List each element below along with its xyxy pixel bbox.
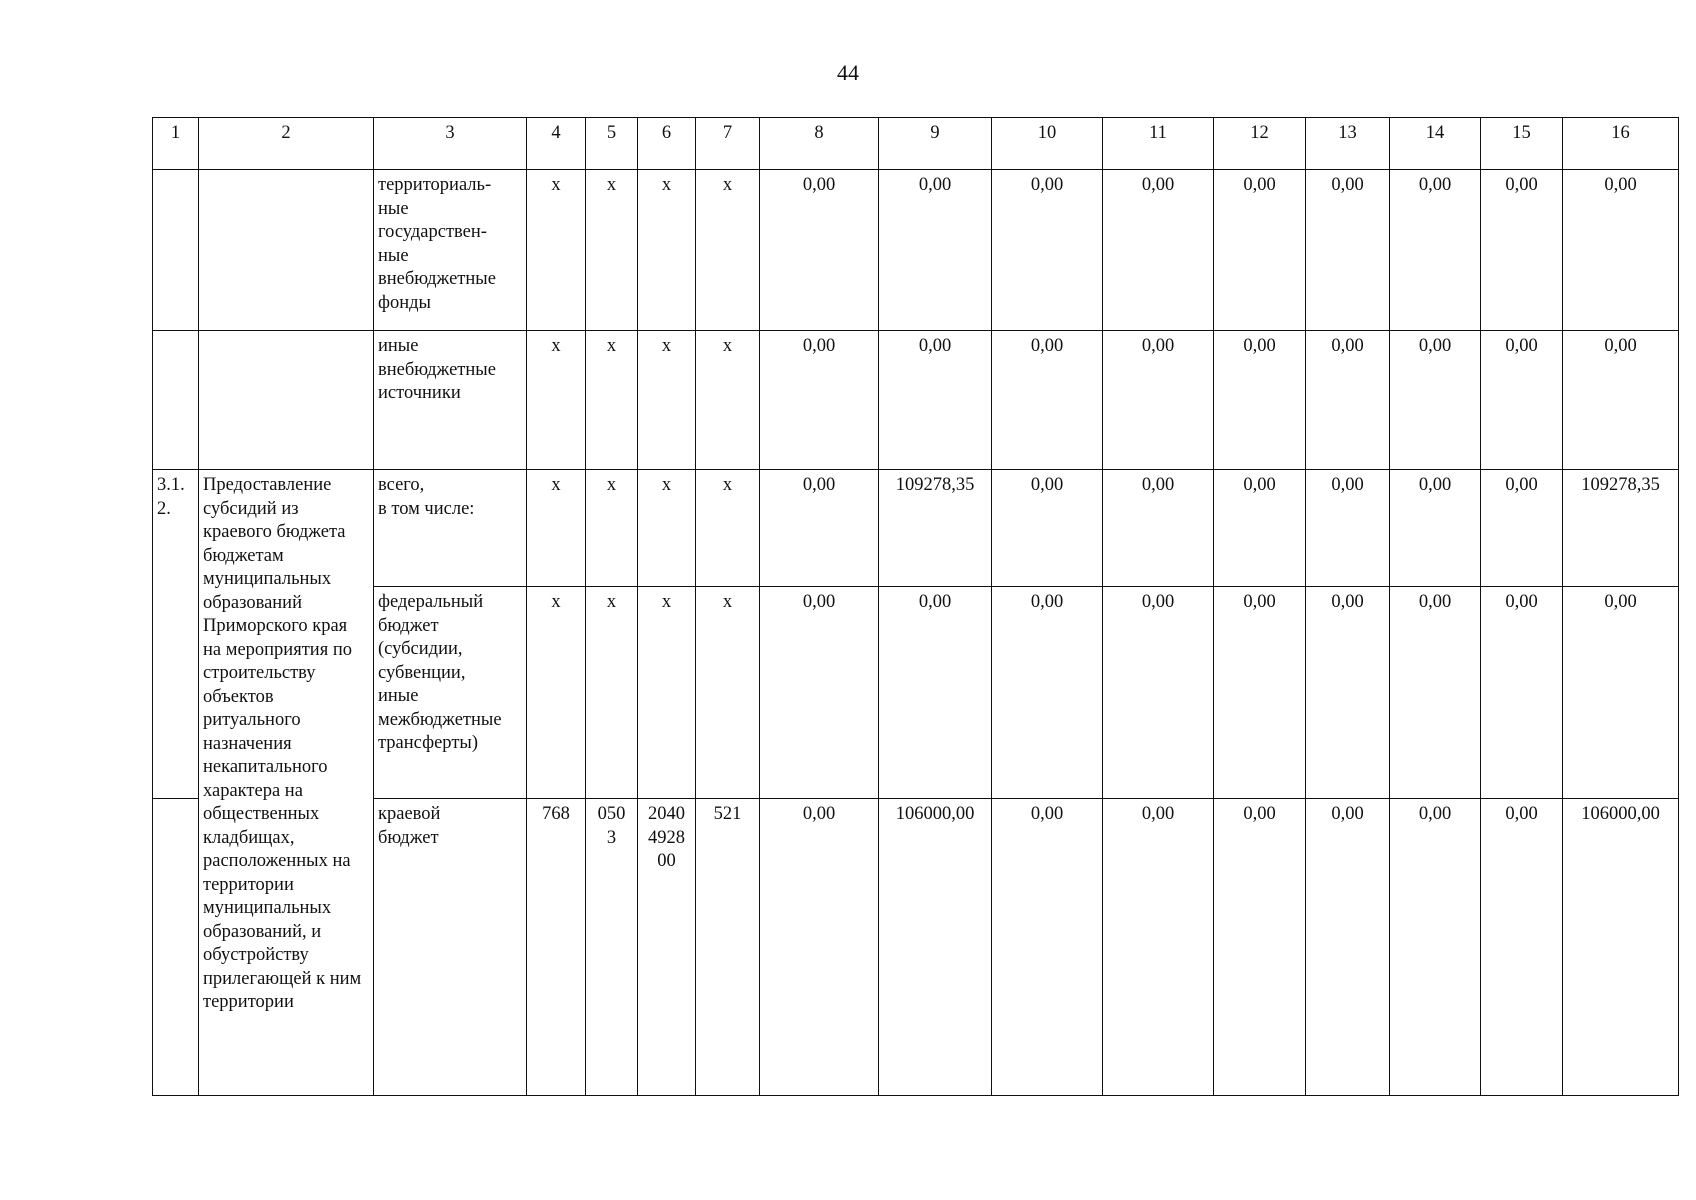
column-header: 14 bbox=[1390, 118, 1481, 170]
column-header: 12 bbox=[1214, 118, 1306, 170]
column-header: 15 bbox=[1481, 118, 1563, 170]
value-cell: 106000,00 bbox=[879, 799, 992, 1096]
value-cell: 0,00 bbox=[992, 470, 1103, 587]
value-cell: 0,00 bbox=[1306, 470, 1390, 587]
page-number: 44 bbox=[837, 60, 859, 85]
item-name: Предоставление субсидий из краевого бюджета бюджетам муниципальных образований Приморского края на мероприятия по строительству объектов ритуального назначения некапитального характера на общественных кладбищах, расположенных на территории муниципальных образований, и обустройству прилегающей к ним территории bbox=[199, 470, 374, 1096]
value-cell: 0,00 bbox=[1214, 799, 1306, 1096]
item-number: 3.1. 2. bbox=[153, 470, 199, 799]
column-header: 11 bbox=[1103, 118, 1214, 170]
source-cell: федеральный бюджет (субсидии, субвенции, иные межбюджетные трансферты) bbox=[374, 587, 527, 799]
code-cell: х bbox=[527, 331, 586, 470]
row-regional bbox=[153, 799, 1679, 1096]
name-cell bbox=[199, 170, 374, 331]
number-cell bbox=[153, 170, 199, 331]
value-cell: 0,00 bbox=[760, 470, 879, 587]
code-cell: 2040 4928 00 bbox=[638, 799, 696, 1096]
value-cell: 0,00 bbox=[1306, 331, 1390, 470]
source-cell: краевой бюджет bbox=[374, 799, 527, 1096]
column-header: 2 bbox=[199, 118, 374, 170]
row-total bbox=[153, 470, 1679, 587]
column-header: 6 bbox=[638, 118, 696, 170]
number-cell bbox=[153, 799, 199, 1096]
header-row bbox=[153, 118, 1679, 170]
code-cell: х bbox=[527, 587, 586, 799]
value-cell: 0,00 bbox=[1481, 587, 1563, 799]
source-cell: территориаль- ные государствен- ные внебюджетные фонды bbox=[374, 170, 527, 331]
value-cell: 0,00 bbox=[760, 587, 879, 799]
value-cell: 0,00 bbox=[1214, 331, 1306, 470]
value-cell: 0,00 bbox=[879, 331, 992, 470]
name-cell bbox=[199, 331, 374, 470]
column-header: 10 bbox=[992, 118, 1103, 170]
column-header: 3 bbox=[374, 118, 527, 170]
column-header: 7 bbox=[696, 118, 760, 170]
value-cell: 0,00 bbox=[760, 170, 879, 331]
value-cell: 109278,35 bbox=[1563, 470, 1679, 587]
value-cell: 0,00 bbox=[1214, 587, 1306, 799]
code-cell: х bbox=[638, 587, 696, 799]
code-cell: х bbox=[696, 331, 760, 470]
code-cell: х bbox=[638, 170, 696, 331]
value-cell: 0,00 bbox=[1390, 331, 1481, 470]
value-cell: 0,00 bbox=[879, 170, 992, 331]
value-cell: 0,00 bbox=[1306, 799, 1390, 1096]
column-header: 9 bbox=[879, 118, 992, 170]
value-cell: 0,00 bbox=[1563, 170, 1679, 331]
value-cell: 0,00 bbox=[1214, 470, 1306, 587]
value-cell: 0,00 bbox=[1481, 331, 1563, 470]
code-cell: х bbox=[696, 170, 760, 331]
column-header: 8 bbox=[760, 118, 879, 170]
value-cell: 0,00 bbox=[1390, 587, 1481, 799]
value-cell: 0,00 bbox=[1390, 470, 1481, 587]
value-cell: 0,00 bbox=[1390, 170, 1481, 331]
value-cell: 0,00 bbox=[760, 331, 879, 470]
code-cell: х bbox=[586, 470, 638, 587]
value-cell: 0,00 bbox=[1103, 587, 1214, 799]
budget-table bbox=[152, 117, 1679, 1096]
source-cell: всего, в том числе: bbox=[374, 470, 527, 587]
code-cell: х bbox=[586, 170, 638, 331]
value-cell: 0,00 bbox=[1481, 470, 1563, 587]
value-cell: 0,00 bbox=[1103, 470, 1214, 587]
value-cell: 0,00 bbox=[1306, 170, 1390, 331]
value-cell: 106000,00 bbox=[1563, 799, 1679, 1096]
value-cell: 109278,35 bbox=[879, 470, 992, 587]
code-cell: х bbox=[527, 470, 586, 587]
code-cell: 521 bbox=[696, 799, 760, 1096]
value-cell: 0,00 bbox=[1481, 799, 1563, 1096]
value-cell: 0,00 bbox=[1563, 331, 1679, 470]
code-cell: х bbox=[696, 470, 760, 587]
value-cell: 0,00 bbox=[992, 170, 1103, 331]
code-cell: х bbox=[586, 331, 638, 470]
code-cell: 768 bbox=[527, 799, 586, 1096]
column-header: 13 bbox=[1306, 118, 1390, 170]
code-cell: х bbox=[527, 170, 586, 331]
value-cell: 0,00 bbox=[1306, 587, 1390, 799]
value-cell: 0,00 bbox=[1214, 170, 1306, 331]
value-cell: 0,00 bbox=[1563, 587, 1679, 799]
column-header: 16 bbox=[1563, 118, 1679, 170]
column-header: 1 bbox=[153, 118, 199, 170]
source-cell: иные внебюджетные источники bbox=[374, 331, 527, 470]
column-header: 4 bbox=[527, 118, 586, 170]
code-cell: х bbox=[696, 587, 760, 799]
value-cell: 0,00 bbox=[992, 331, 1103, 470]
value-cell: 0,00 bbox=[1103, 799, 1214, 1096]
value-cell: 0,00 bbox=[1103, 331, 1214, 470]
value-cell: 0,00 bbox=[760, 799, 879, 1096]
code-cell: х bbox=[638, 331, 696, 470]
row-territorial-funds bbox=[153, 170, 1679, 331]
code-cell: х bbox=[586, 587, 638, 799]
value-cell: 0,00 bbox=[1390, 799, 1481, 1096]
value-cell: 0,00 bbox=[1103, 170, 1214, 331]
column-header: 5 bbox=[586, 118, 638, 170]
value-cell: 0,00 bbox=[879, 587, 992, 799]
value-cell: 0,00 bbox=[992, 587, 1103, 799]
code-cell: 050 3 bbox=[586, 799, 638, 1096]
row-other-sources bbox=[153, 331, 1679, 470]
code-cell: х bbox=[638, 470, 696, 587]
value-cell: 0,00 bbox=[1481, 170, 1563, 331]
value-cell: 0,00 bbox=[992, 799, 1103, 1096]
number-cell bbox=[153, 331, 199, 470]
row-federal bbox=[153, 587, 1679, 799]
